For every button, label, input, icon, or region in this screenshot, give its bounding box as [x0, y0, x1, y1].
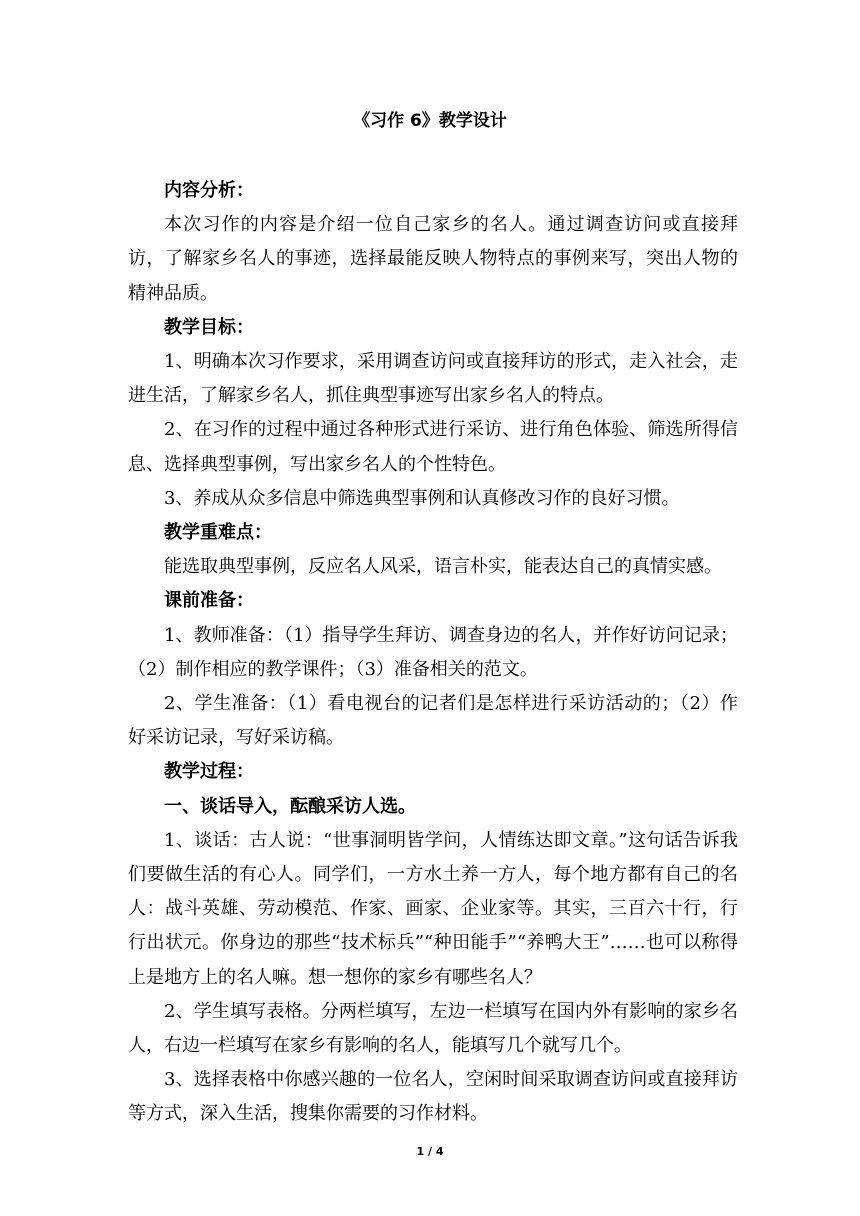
paragraph-goal-2: 2、在习作的过程中通过各种形式进行采访、进行角色体验、筛选所得信息、选择典型事例，写出家乡名人的个性特色。 — [128, 419, 738, 475]
paragraph-goal-1: 1、明确本次习作要求，采用调查访问或直接拜访的形式，走入社会，走进生活，了解家乡名人，抓住典型事迹写出家乡名人的特点。 — [128, 351, 738, 407]
paragraph-step-2: 2、学生填写表格。分两栏填写，左边一栏填写在国内外有影响的家乡名人，右边一栏填写在家乡有影响的名人，能填写几个就写几个。 — [128, 1000, 738, 1057]
paragraph-content-analysis: 本次习作的内容是介绍一位自己家乡的名人。通过调查访问或直接拜访，了解家乡名人的事迹，选择最能反映人物特点的事例来写，突出人物的精神品质。 — [128, 214, 738, 304]
paragraph-key-points: 能选取典型事例，反应名人风采，语言朴实，能表达自己的真情实感。 — [164, 556, 722, 578]
section-heading-teaching-goals: 教学目标： — [164, 316, 254, 338]
document-body — [128, 174, 738, 1132]
page-title: 《习作 6》教学设计 — [353, 111, 507, 131]
paragraph-student-preparation: 2、学生准备：（1）看电视台的记者们是怎样进行采访活动的；（2）作好采访记录，写好采访稿。 — [128, 693, 738, 749]
section-heading-teaching-process: 教学过程： — [164, 761, 254, 783]
page-number: 1 / 4 — [416, 1145, 444, 1158]
paragraph-step-3: 3、选择表格中你感兴趣的一位名人，空闲时间采取调查访问或直接拜访等方式，深入生活，搜集你需要的习作材料。 — [128, 1069, 738, 1125]
section-heading-key-points: 教学重难点： — [164, 522, 272, 544]
section-heading-content-analysis: 内容分析： — [164, 180, 254, 201]
subsection-heading-introduction: 一、谈话导入，酝酿采访人选。 — [164, 795, 416, 817]
paragraph-teacher-preparation: 1、教师准备：（1）指导学生拜访、调查身边的名人，并作好访问记录；（2）制作相应的教学课件；（3）准备相关的范文。 — [128, 624, 738, 680]
paragraph-step-1: 1、谈话：古人说：“世事洞明皆学问，人情练达即文章。”这句话告诉我们要做生活的有心人。同学们，一方水土养一方人，每个地方都有自己的名人：战斗英雄、劳动模范、作家、画家、企业家等。其实，三百六十行，行行出状元。你身边的那些“技术标兵”“种田能手”“养鸭大王”……也可以称得上是地方上的名人嘛。想一想你的家乡有哪些名人？ — [128, 829, 738, 988]
paragraph-goal-3: 3、养成从众多信息中筛选典型事例和认真修改习作的良好习惯。 — [164, 487, 680, 509]
section-heading-preparation: 课前准备： — [164, 590, 254, 612]
